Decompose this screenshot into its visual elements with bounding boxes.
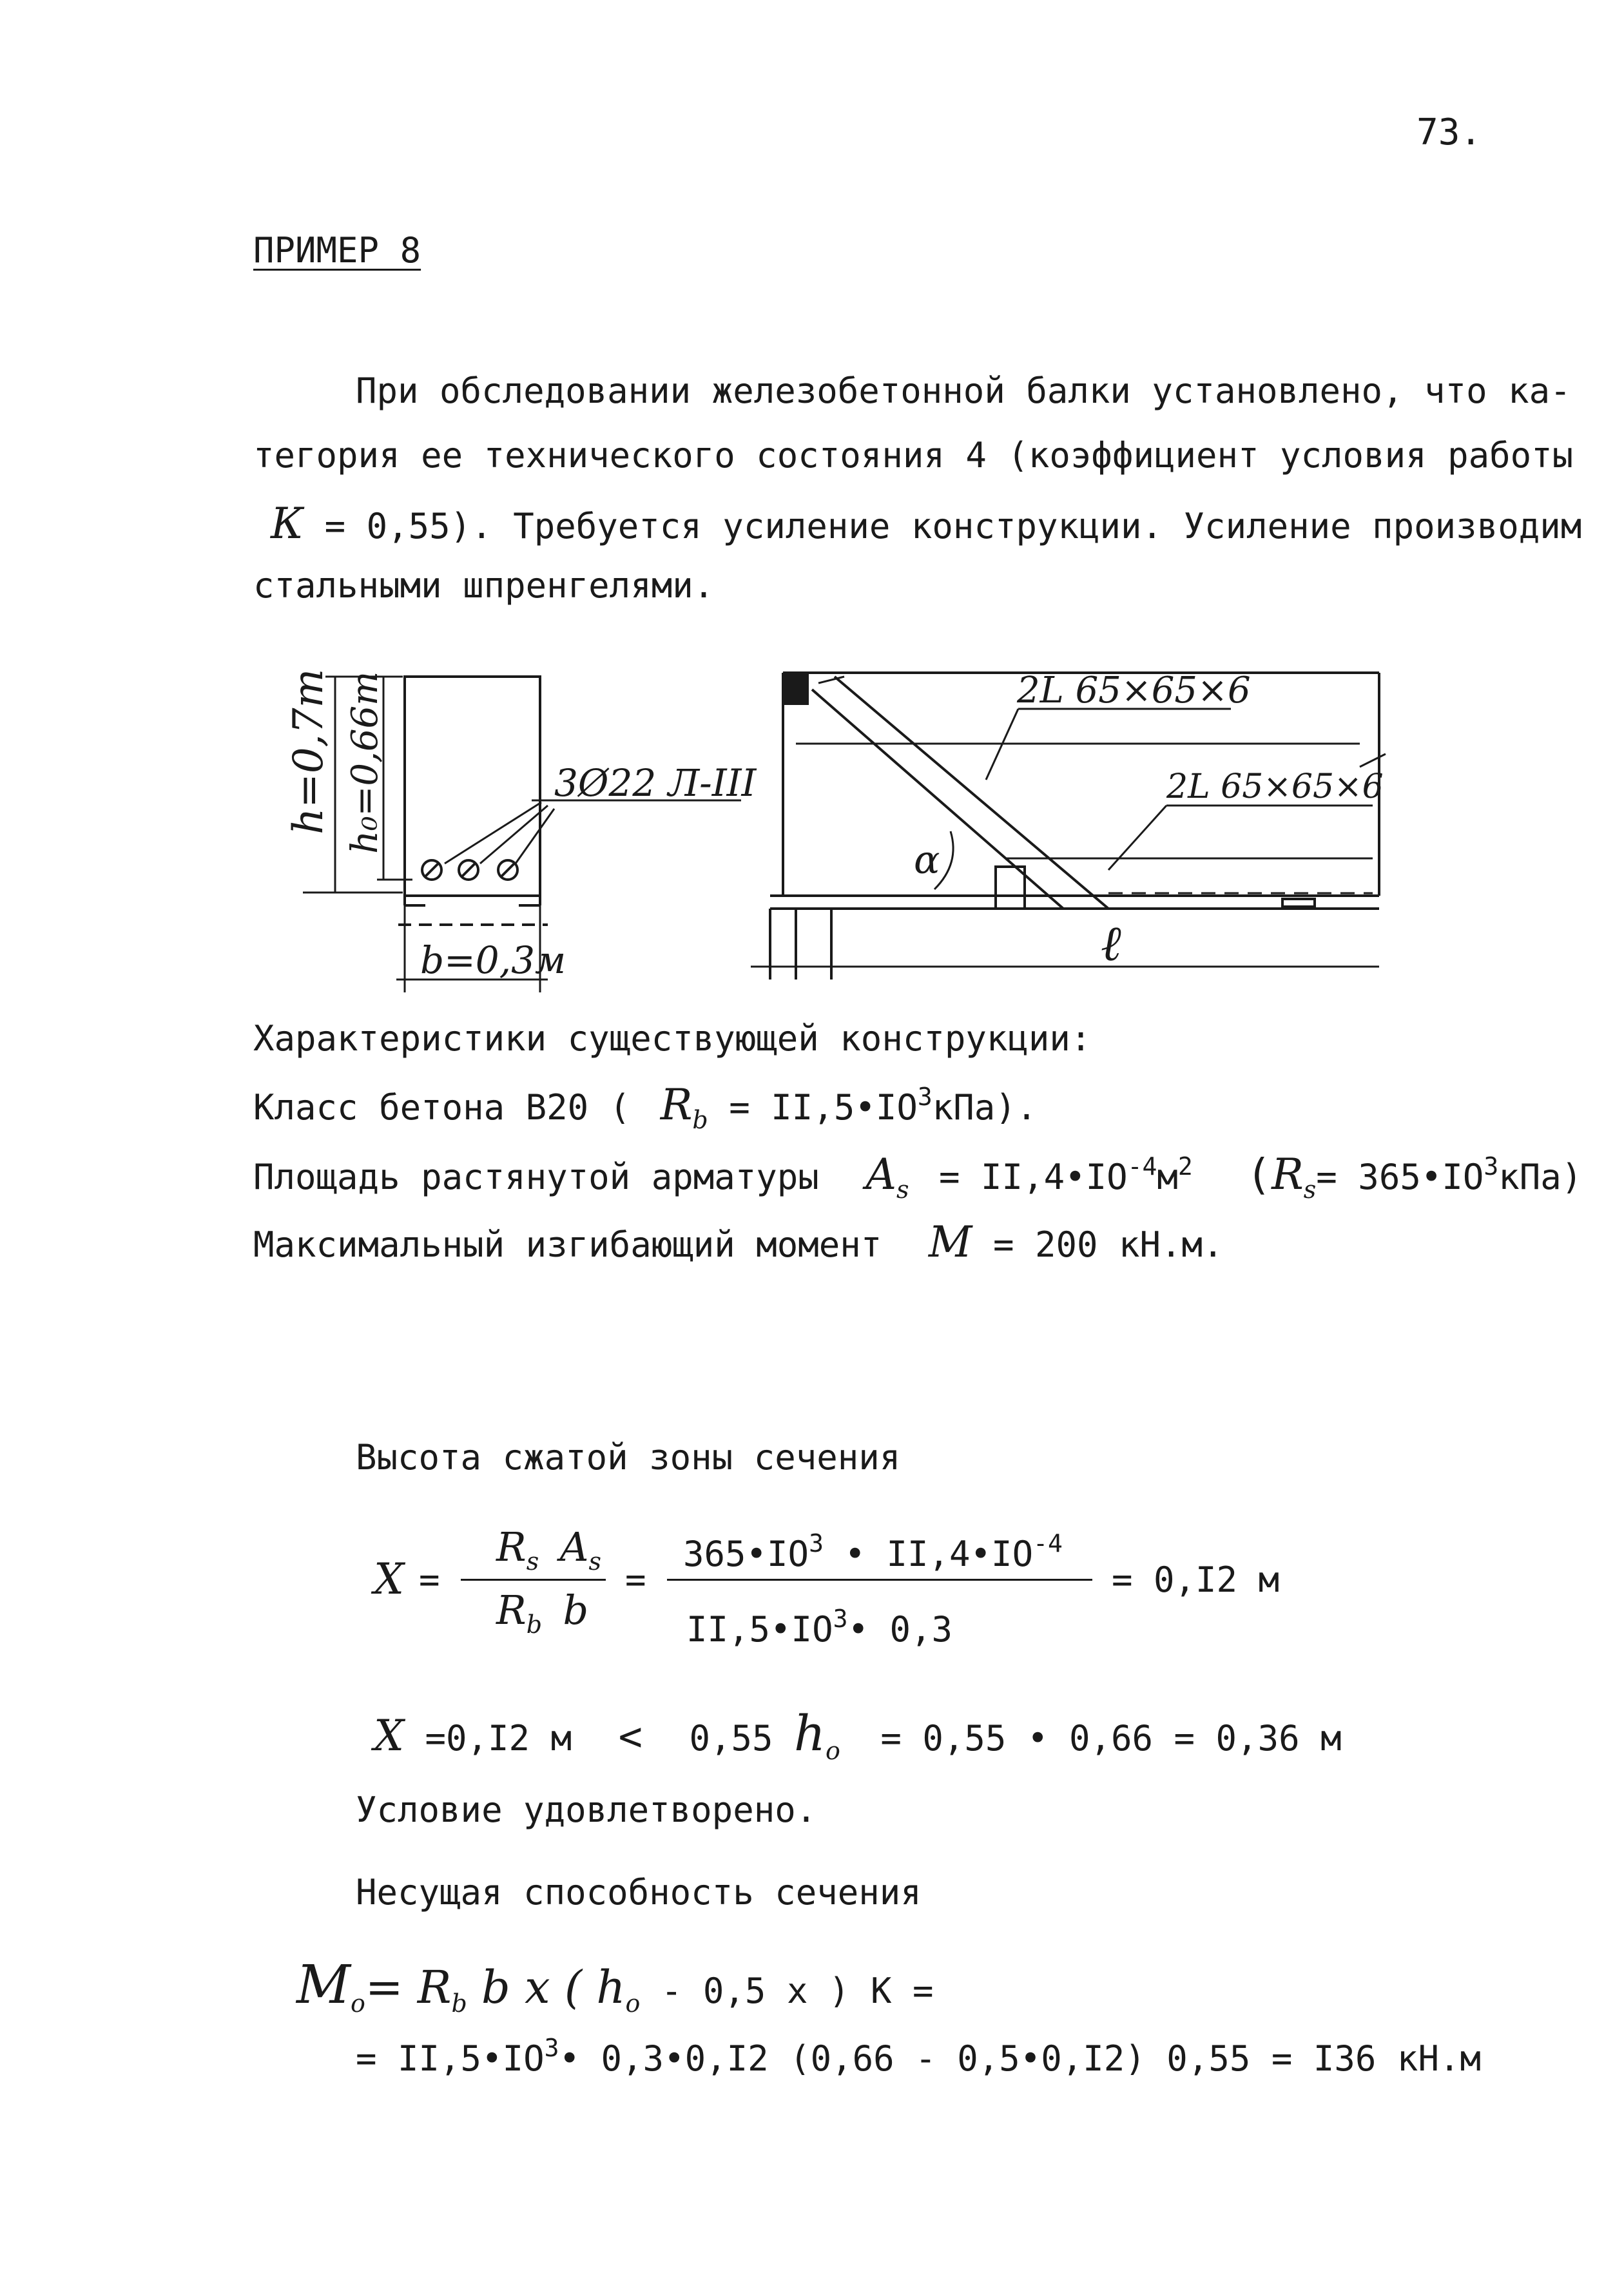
m0-symbol: M [296,1955,351,2016]
rb-symbol: R [660,1080,693,1130]
x-check-symbol: X [374,1711,404,1761]
rb-den-symbol: R [496,1587,527,1634]
num-value-2: • II,4•IO [844,1534,1034,1574]
x-check-left: =0,I2 м [425,1718,572,1759]
h-label: h=0,7m [285,668,333,835]
num-value-1-exponent: 3 [809,1529,824,1558]
capacity-value-b: • 0,3•0,I2 (0,66 - 0,5•0,I2) 0,55 = I36 кН.м [559,2038,1481,2079]
h0-subscript: o [825,1737,840,1765]
symbolic-numerator [496,1523,602,1576]
h0-label: h₀=0,66m [344,671,386,854]
characteristics-title: Характеристики существующей конструкции: [253,1018,1092,1059]
den-value-1: II,5•IO [686,1609,833,1650]
den-value-1-exponent: 3 [833,1605,848,1633]
less-than: < [618,1713,643,1760]
page-title: ПРИМЕР 8 [253,230,421,271]
x-check-right: = 0,55 • 0,66 = 0,36 м [880,1718,1342,1759]
rebar-area-unit-exponent: 2 [1177,1152,1193,1181]
as-symbol: A [865,1150,896,1199]
x-check-coefficient: 0,55 [689,1718,773,1759]
numeric-numerator [683,1529,1063,1574]
symbolic-fraction-bar [461,1579,606,1581]
concrete-value: = II,5•IO [729,1087,918,1128]
intro-line-2: тегория ее технического состояния 4 (коэффициент условия работы [253,435,1574,476]
rb-subscript: b [692,1106,708,1134]
rs-unit: кПа) [1498,1157,1583,1197]
elevation-drawing [751,673,1386,980]
x-equals-2: = [625,1559,646,1600]
rebar-area-line [253,1150,1583,1204]
capacity-value-line [356,2034,1481,2079]
capacity-formula [296,1955,934,2018]
max-moment-line [253,1217,1224,1267]
concrete-class-line [253,1080,1038,1134]
x-result: = 0,I2 м [1112,1559,1280,1600]
num-value-1: 365•IO [683,1534,809,1574]
rs-num-subscript: s [526,1547,539,1576]
max-moment-value: = 200 кН.м. [992,1224,1224,1265]
as-num-symbol: A [559,1523,589,1570]
span-label: ℓ [1101,914,1121,972]
rs-num-symbol: R [496,1523,527,1570]
m-symbol: M [928,1217,972,1267]
rs-symbol: R [1271,1150,1304,1199]
x-equals: = [419,1559,440,1600]
b-den-symbol: b [563,1587,589,1634]
angle-profile-top-label: 2L 65×65×6 [1017,670,1251,711]
x-symbol: X [374,1554,404,1604]
h0-symbol: h [794,1704,826,1762]
m0-subscript: o [350,1989,365,2018]
max-moment-text: Максимальный изгибающий момент [253,1224,882,1265]
alpha-label: α [914,838,940,883]
capacity-formula-part-a-subscript: b [451,1989,467,2018]
capacity-value-a: = II,5•IO [356,2038,545,2079]
num-value-2-exponent: -4 [1033,1529,1063,1558]
capacity-formula-part-b-subscript: o [625,1989,641,2018]
rs-exponent: 3 [1484,1152,1499,1181]
capacity-title: Несущая способность сечения [356,1872,922,1913]
coefficient-k: К [271,499,304,548]
intro-line-1: При обследовании железобетонной балки установлено, что ка- [356,371,1571,411]
symbolic-denominator [496,1587,589,1639]
condition-satisfied: Условие удовлетворено. [356,1790,817,1830]
rs-subscript: s [1303,1175,1317,1204]
rebar-area-text: Площадь растянутой арматуры [253,1157,819,1197]
rb-den-subscript: b [526,1610,543,1639]
compressed-zone-title: Высота сжатой зоны сечения [356,1437,901,1478]
capacity-formula-part-b: b x ( h [467,1961,626,2014]
capacity-value-exponent: 3 [544,2034,559,2062]
rs-open-paren: ( [1246,1150,1272,1199]
x-check-line [374,1704,1342,1765]
as-num-subscript: s [588,1547,602,1576]
b-width-label: b=0,3м [420,938,566,982]
angle-profile-bottom-label: 2L 65×65×6 [1166,767,1384,806]
rebar-area-unit: м [1157,1157,1178,1197]
capacity-formula-part-a: = R [365,1961,452,2014]
page-number: 73. [1416,111,1482,153]
concrete-exponent: 3 [917,1083,933,1111]
rebar-area-exponent: -4 [1127,1152,1157,1181]
as-subscript: s [896,1175,909,1204]
numeric-fraction-bar [667,1579,1092,1581]
rs-value: = 365•IO [1316,1157,1484,1197]
intro-line-3-text: = 0,55). Требуется усиление конструкции. Усиление производим [304,506,1582,546]
beam-figure [0,657,1624,1018]
concrete-class-text: Класс бетона В20 ( [253,1087,631,1128]
intro-line-3 [271,499,1582,548]
intro-line-4: стальными шпренгелями. [253,565,715,606]
den-value-2: • 0,3 [847,1609,953,1650]
concrete-unit: кПа). [932,1087,1038,1128]
rebar-label: 3Ø22 Л-III [554,761,757,805]
capacity-formula-part-c: - 0,5 x ) К = [661,1971,934,2011]
rebar-area-value: = II,4•IO [939,1157,1128,1197]
numeric-denominator [686,1605,953,1650]
